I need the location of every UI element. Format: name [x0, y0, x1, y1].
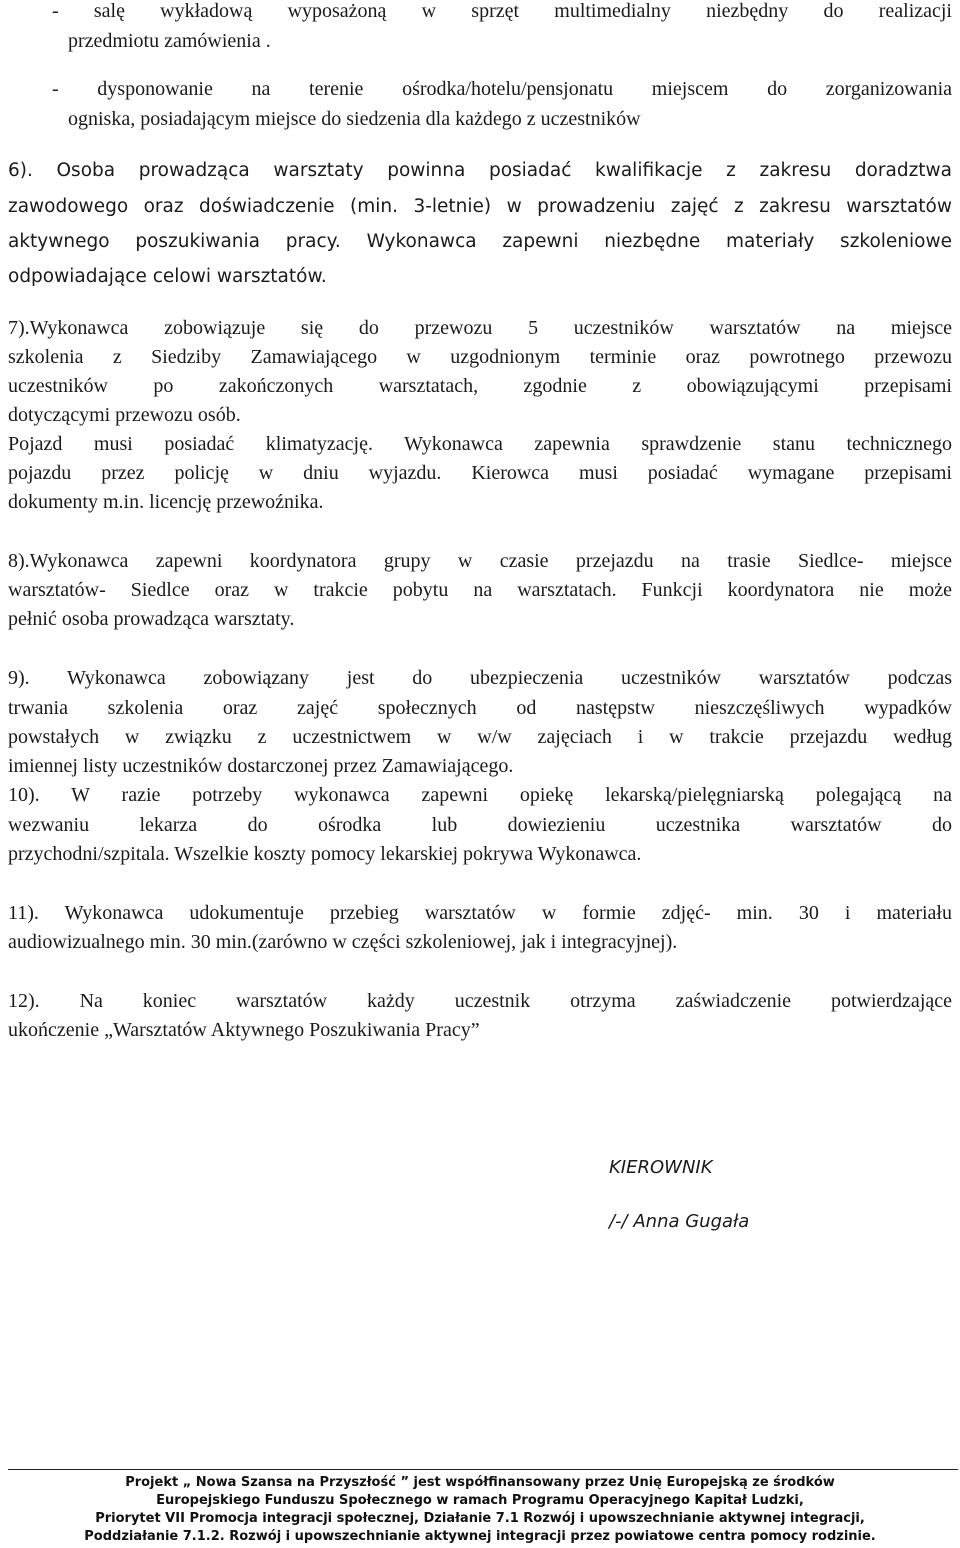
section-9-line: trwania szkolenia oraz zajęć społecznych od następstw nieszczęśliwych wypadków — [8, 697, 952, 719]
section-10-line: przychodni/szpitala. Wszelkie koszty pomocy lekarskiej pokrywa Wykonawca. — [8, 843, 642, 865]
section-9-line: powstałych w związku z uczestnictwem w w/w zajęciach i w trakcie przejazdu według — [8, 726, 952, 748]
section-12-line: ukończenie „Warsztatów Aktywnego Poszukiwania Pracy” — [8, 1019, 480, 1041]
footer-divider — [8, 1469, 958, 1470]
footer-line: Europejskiego Funduszu Społecznego w ramach Programu Operacyjnego Kapitał Ludzki, — [156, 1493, 804, 1508]
bullet-line: - salę wykładową wyposażoną w sprzęt multimedialny niezbędny do realizacji — [52, 0, 952, 22]
signature-title: KIEROWNIK — [609, 1157, 713, 1178]
bullet-line: ogniska, posiadającym miejsce do siedzenia dla każdego z uczestników — [68, 108, 641, 130]
section-6-line: aktywnego poszukiwania pracy. Wykonawca zapewni niezbędne materiały szkoleniowe — [8, 231, 952, 252]
bullet-line: przedmiotu zamówienia . — [68, 30, 271, 52]
section-11-line: 11). Wykonawca udokumentuje przebieg warsztatów w formie zdjęć- min. 30 i materiału — [8, 902, 952, 924]
section-7-line: uczestników po zakończonych warsztatach, zgodnie z obowiązującymi przepisami — [8, 375, 952, 397]
section-10-line: 10). W razie potrzeby wykonawca zapewni opiekę lekarską/pielęgniarską polegającą na — [8, 784, 952, 806]
section-7-line: 7).Wykonawca zobowiązuje się do przewozu 5 uczestników warsztatów na miejsce — [8, 317, 952, 339]
section-6-line: odpowiadające celowi warsztatów. — [8, 266, 327, 287]
section-7-line: szkolenia z Siedziby Zamawiającego w uzgodnionym terminie oraz powrotnego przewozu — [8, 346, 952, 368]
section-12-line: 12). Na koniec warsztatów każdy uczestnik otrzyma zaświadczenie potwierdzające — [8, 990, 952, 1012]
footer-line: Poddziałanie 7.1.2. Rozwój i upowszechnianie aktywnej integracji przez powiatowe centra pomocy rodzinie. — [84, 1529, 876, 1544]
signature-name: /-/ Anna Gugała — [609, 1211, 750, 1232]
section-8-line: pełnić osoba prowadząca warsztaty. — [8, 608, 295, 630]
section-7-line: dokumenty m.in. licencję przewoźnika. — [8, 491, 324, 513]
section-11-line: audiowizualnego min. 30 min.(zarówno w części szkoleniowej, jak i integracyjnej). — [8, 931, 678, 953]
section-6-line: 6). Osoba prowadząca warsztaty powinna posiadać kwalifikacje z zakresu doradztwa — [8, 160, 952, 181]
section-9-line: 9). Wykonawca zobowiązany jest do ubezpieczenia uczestników warsztatów podczas — [8, 667, 952, 689]
section-7-line: dotyczącymi przewozu osób. — [8, 404, 241, 426]
section-7-line: pojazdu przez policję w dniu wyjazdu. Kierowca musi posiadać wymagane przepisami — [8, 462, 952, 484]
bullet-line: - dysponowanie na terenie ośrodka/hotelu/pensjonatu miejscem do zorganizowania — [52, 78, 952, 100]
section-7-line: Pojazd musi posiadać klimatyzację. Wykonawca zapewnia sprawdzenie stanu technicznego — [8, 433, 952, 455]
section-8-line: warsztatów- Siedlce oraz w trakcie pobytu na warsztatach. Funkcji koordynatora nie może — [8, 579, 952, 601]
section-9-line: imiennej listy uczestników dostarczonej przez Zamawiającego. — [8, 755, 514, 777]
footer-line: Projekt „ Nowa Szansa na Przyszłość ” jest współfinansowany przez Unię Europejską ze środków — [125, 1475, 835, 1490]
footer-line: Priorytet VII Promocja integracji społecznej, Działanie 7.1 Rozwój i upowszechnianie aktywnej integracji, — [95, 1511, 865, 1526]
section-6-line: zawodowego oraz doświadczenie (min. 3-letnie) w prowadzeniu zajęć z zakresu warsztatów — [8, 196, 952, 217]
section-10-line: wezwaniu lekarza do ośrodka lub dowiezieniu uczestnika warsztatów do — [8, 814, 952, 836]
section-8-line: 8).Wykonawca zapewni koordynatora grupy w czasie przejazdu na trasie Siedlce- miejsce — [8, 550, 952, 572]
